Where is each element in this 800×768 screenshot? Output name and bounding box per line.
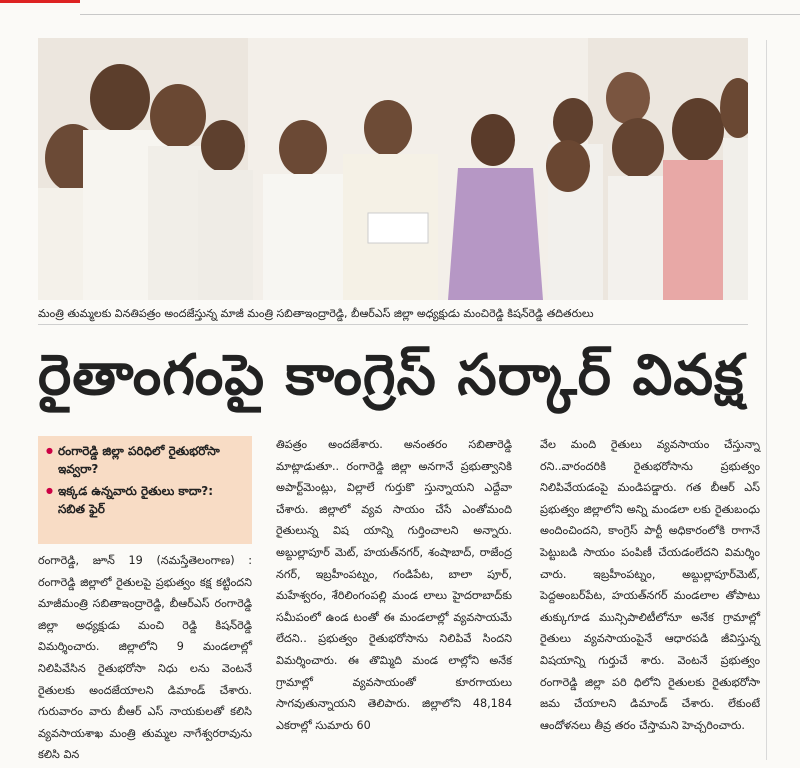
grey-rule bbox=[80, 14, 800, 15]
group-photo-illustration bbox=[38, 38, 748, 300]
article-column-3 bbox=[540, 434, 760, 736]
article-column-2 bbox=[276, 434, 512, 736]
page-top-rule bbox=[0, 0, 800, 20]
article-text: వేల మంది రైతులు వ్యవసాయం చేస్తున్నా రని..వారందరికి రైతుభరోసాను ప్రభుత్వం నిలిపివేయడంపై మండిపడ్డారు. గత బీఆర్ ఎస్ ప్రభుత్వం జిల్లాలోని అన్ని మండలా లకు రైతుబంధు అందించిందని, కాంగ్రెస్ పార్టీ అధికారంలోకి రాగానే పెట్టుబడి సాయం పంపిణీ చేయడంలేదని విమర్శిం చారు. ఇబ్రహీంపట్నం, అబ్దుల్లాపూర్‌మెట్, పెద్దఅంబర్‌పేట, హయత్‌నగర్ మండలాల తోపాటు తుక్కుగూడ మున్సిపాలిటీలోనూ అనేక గ్రామాల్లో రైతులు వ్యవసాయంపైనే ఆధారపడి జీవిస్తున్న విషయాన్ని గుర్తుచే శారు. వెంటనే ప్రభుత్వం రంగారెడ్డి జిల్లా పరి ధిలోని రైతులకు రైతుభరోసా జమ చేయాలని డిమాండ్ చేశారు. లేకుంటే ఆందోళనలు తీవ్ర తరం చేస్తామని హెచ్చరించారు. bbox=[540, 438, 760, 732]
highlights-box bbox=[38, 436, 252, 544]
highlight-item: ● రంగారెడ్డి జిల్లా పరిధిలో రైతుభరోసా ఇవ్వరా? bbox=[46, 442, 244, 478]
highlight-item: ● ఇక్కడ ఉన్నవారు రైతులు కాదా?: సబిత ఫైర్ bbox=[46, 482, 244, 518]
photo-caption: మంత్రి తుమ్మలకు వినతిపత్రం అందజేస్తున్న మాజీ మంత్రి సబితాఇంద్రారెడ్డి, బీఆర్ఎస్ జిల్లా అధ్యక్షుడు మంచిరెడ్డి కిషన్‌రెడ్డి తదితరులు bbox=[38, 304, 748, 325]
article-text: తిపత్రం అందజేశారు. అనంతరం సబితారెడ్డి మాట్లాడుతూ.. రంగారెడ్డి జిల్లా అనగానే ప్రభుత్వానికి అపార్ట్‌మెంట్లు, విల్లాలే గుర్తుకొ స్తున్నాయని ఎద్దేవా చేశారు. జిల్లాలో వ్యవ సాయం చేసే ఎంతోమంది రైతులున్న విష యాన్ని గుర్తించాలని అన్నారు. అబ్దుల్లాపూర్ మెట్, హయత్‌నగర్, శంషాబాద్, రాజేంద్ర నగర్, ఇబ్రహీంపట్నం, గండిపేట, బాలా పూర్, మహేశ్వరం, శేరిలింగంపల్లి మండ లాలు హైదరాబాద్‌కు సమీపంలో ఉండ టంతో ఈ మండలాల్లో వ్యవసాయమే లేదని.. ప్రభుత్వం రైతుభరోసాను నిలిపివే సిందని విమర్శించారు. ఈ తొమ్మిది మండ లాల్లోని అనేక గ్రామాల్లో వ్యవసాయంతో కూరగాయలు సాగవుతున్నాయని తెలిపారు. జిల్లాలోని 48,184 ఎకరాల్లో సుమారు 60 bbox=[276, 438, 512, 732]
column-divider bbox=[766, 40, 767, 760]
article-column-1 bbox=[38, 550, 252, 766]
red-accent-bar bbox=[0, 0, 80, 3]
article-text: రంగారెడ్డి, జూన్ 19 (నమస్తేతెలంగాణ) : రంగారెడ్డి జిల్లాలో రైతులపై ప్రభుత్వం కక్ష కట్టిందని మాజీమంత్రి సబితాఇంద్రారెడ్డి, బీఆర్ఎస్ రంగారెడ్డి జిల్లా అధ్యక్షుడు మంచి రెడ్డి కిషన్‌రెడ్డి విమర్శించారు. జిల్లాలోని 9 మండలాల్లో నిలిపివేసిన రైతుభరోసా నిధు లను వెంటనే రైతులకు అందజేయాలని డిమాండ్ చేశారు. గురువారం వారు బీఆర్ ఎస్ నాయకులతో కలిసి వ్యవసాయశాఖ మంత్రి తుమ్మల నాగేశ్వరరావును కలిసి విన bbox=[38, 554, 252, 762]
news-photo bbox=[38, 38, 748, 300]
headline: రైతాంగంపై కాంగ్రెస్ సర్కార్ వివక్ష bbox=[38, 343, 745, 408]
